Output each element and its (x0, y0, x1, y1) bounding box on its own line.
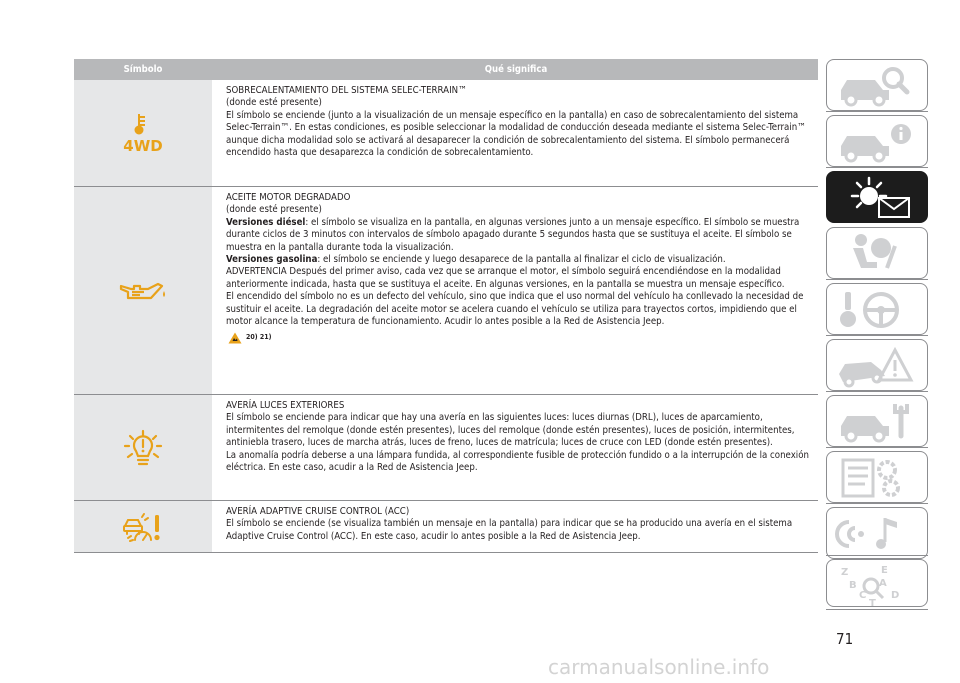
tab-maintenance[interactable] (826, 395, 928, 447)
car-info-icon (835, 120, 921, 164)
table-row (74, 395, 818, 501)
table-row (74, 187, 818, 395)
header-symbol: Símbolo (123, 64, 163, 75)
watermark: carmanualsonline.info (548, 655, 770, 679)
tab-divider (826, 555, 928, 556)
diesel-text: : el símbolo se visualiza en la pantalla, en algunas versiones junto a un mensaje específico. El símbolo se muestra durante ciclos de 3 minutos con intervalos de símbolo apagado durante 5 segundos hasta que se sustituya el aceite. El símbolo se muestra en la pantalla durante toda la visualización. (226, 216, 800, 253)
index-letter: C (859, 590, 867, 601)
gasoline-text: : el símbolo se enciende y luego desaparece de la pantalla al finalizar el ciclo de visualización. (317, 254, 726, 266)
symbol-cell (74, 80, 212, 186)
symbol-cell (74, 501, 212, 552)
warning-refs: 20) 21) (246, 333, 272, 342)
oil-can-icon (118, 278, 168, 304)
tab-divider (826, 111, 928, 112)
symbol-cell (74, 187, 212, 394)
row1-title: SOBRECALENTAMIENTO DEL SISTEMA SELEC-TERRAIN™ (226, 85, 467, 96)
tab-index[interactable] (826, 559, 928, 607)
tab-emergency[interactable] (826, 339, 928, 391)
acc-failure-icon (122, 512, 164, 542)
symbols-table (74, 59, 818, 553)
index-letter: B (849, 580, 857, 591)
tab-divider (826, 447, 928, 448)
tab-divider (826, 503, 928, 504)
row1-body: El símbolo se enciende (junto a la visualización de un mensaje específico en la pantalla) en caso de sobrecalentamiento del sistema Selec-Terrain™. En estas condiciones, es posible seleccionar la modalidad de conducción deseada mediante el sistema Selec-Terrain™ aunque dicha modalidad solo se activará al desaparecer la condición de sobrecalentamiento del sistema. El símbolo permanecerá encendido hasta que desaparezca la condición de sobrecalentamiento. (226, 109, 806, 159)
table-row (74, 80, 818, 187)
page-number: 71 (836, 630, 854, 648)
tab-specifications[interactable] (826, 451, 928, 503)
row2-diesel (226, 217, 816, 254)
index-letter: A (879, 578, 887, 589)
warning-hand-icon (228, 332, 242, 344)
tab-divider (826, 609, 928, 610)
row3-cause: La anomalía podría deberse a una lámpara fundida, al correspondiente fusible de protección fundido o a la interrupción de la conexión eléctrica. En este caso, acudir a la Red de Asistencia Jeep. (226, 449, 809, 474)
tab-divider (826, 335, 928, 336)
meaning-cell (212, 501, 818, 552)
4wd-thermometer-icon (118, 111, 168, 155)
tab-car-info[interactable] (826, 115, 928, 167)
index-letter: E (881, 565, 888, 576)
meaning-cell (212, 80, 818, 186)
row2-subtitle: (donde esté presente) (226, 204, 322, 216)
meaning-cell (212, 187, 818, 394)
warning-reference (228, 331, 816, 343)
4wd-label: 4WD (123, 137, 163, 155)
index-letter: Z (841, 567, 849, 578)
tab-car-search[interactable] (826, 59, 928, 111)
meaning-cell (212, 395, 818, 500)
table-row (74, 501, 818, 553)
airbag-seat-icon (835, 232, 921, 276)
tab-divider (826, 279, 928, 280)
specifications-gear-icon (835, 456, 921, 500)
row4-title: AVERÍA ADAPTIVE CRUISE CONTROL (ACC) (226, 506, 410, 517)
tab-divider (826, 167, 928, 168)
row2-gasoline (226, 254, 816, 266)
index-letter: D (891, 590, 900, 601)
tab-multimedia[interactable] (826, 507, 928, 559)
index-letter: T (869, 598, 876, 608)
row4-body: El símbolo se enciende (se visualiza también un mensaje en la pantalla) para indicar que se ha producido una avería en el sistema Adaptive Cruise Control (ACC). En este caso, acudir lo antes posible a la Red de Asistencia Jeep. (226, 518, 793, 542)
row3-body: El símbolo se enciende para indicar que hay una avería en las siguientes luces: luces diurnas (DRL), luces de aparcamiento, intermitentes del remolque (donde estén presentes), luces del remolque (donde estén presentes), luces de posición, intermitentes, antiniebla trasero, luces de marcha atrás, luces de freno, luces de matrícula; luces de cruce con LED (donde estén presentes). (226, 412, 795, 449)
multimedia-music-icon (835, 512, 921, 556)
tab-warning-lights[interactable] (826, 171, 928, 223)
tab-divider (826, 391, 928, 392)
steering-wheel-key-icon (835, 288, 921, 332)
warning-light-message-icon (835, 176, 921, 220)
table-header (74, 59, 818, 80)
header-meaning: Qué significa (484, 64, 548, 75)
row1-subtitle: (donde esté presente) (226, 97, 322, 109)
diesel-label: Versiones diésel (226, 216, 306, 228)
car-crash-warning-icon (835, 344, 921, 388)
row2-encendido: El encendido del símbolo no es un defecto del vehículo, sino que indica que el uso normal del vehículo ha conllevado la necesidad de sustituir el aceite. La degradación del aceite motor se acelera cuando el vehículo se utiliza para trayectos cortos, impidiendo que el motor alcance la temperatura de funcionamiento. Acudir lo antes posible a la Red de Asistencia Jeep. (226, 291, 804, 328)
tab-airbag-safety[interactable] (826, 227, 928, 279)
symbol-cell (74, 395, 212, 500)
alphabetical-index-icon (835, 564, 921, 607)
tab-starting-driving[interactable] (826, 283, 928, 335)
row2-advertencia: ADVERTENCIA Después del primer aviso, cada vez que se arranque el motor, el símbolo seguirá encendiéndose en la modalidad anteriormente indicada, hasta que se sustituya el aceite. En algunas versiones, en la pantalla se muestra un mensaje específico. (226, 266, 785, 290)
row3-title: AVERÍA LUCES EXTERIORES (226, 400, 345, 411)
car-wrench-icon (835, 400, 921, 444)
car-search-icon (835, 64, 921, 108)
row2-title: ACEITE MOTOR DEGRADADO (226, 192, 351, 203)
exterior-light-failure-icon (123, 428, 163, 468)
gasoline-label: Versiones gasolina (226, 254, 318, 266)
